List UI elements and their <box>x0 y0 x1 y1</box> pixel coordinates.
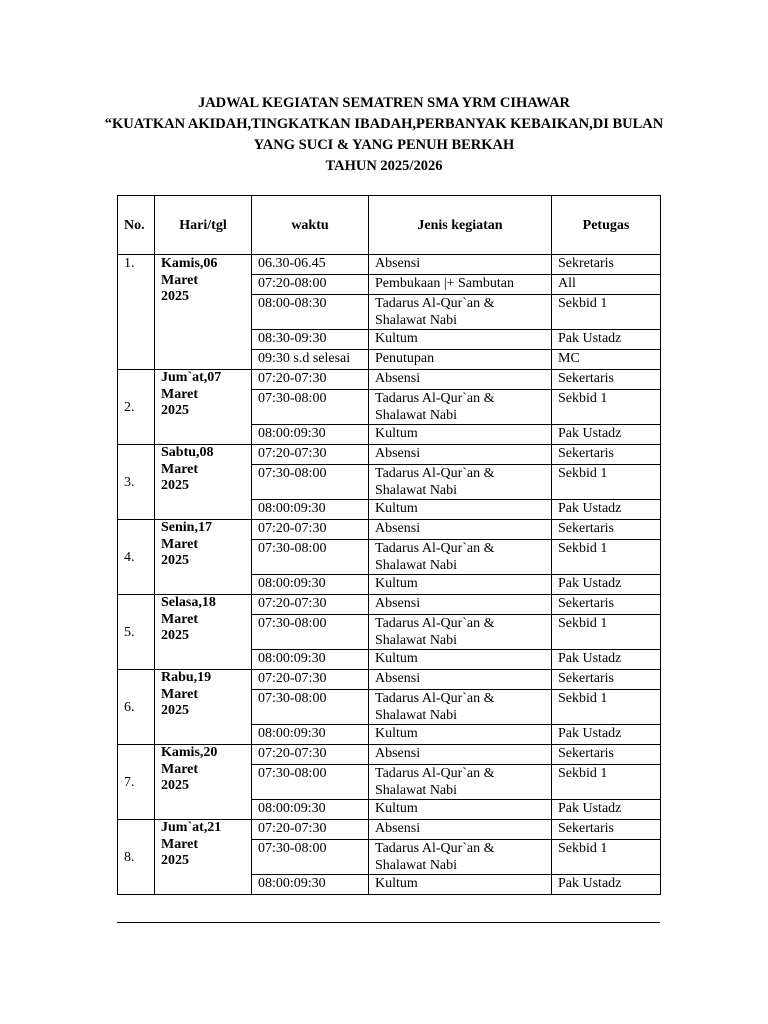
day-date-line: Maret <box>161 686 199 702</box>
day-date-cell <box>155 595 252 670</box>
row-number: 2. <box>118 370 155 445</box>
activity-line: Kultum <box>375 501 418 516</box>
time-cell: 07:20-07:30 <box>252 445 369 465</box>
table-row <box>118 595 661 615</box>
activity-line: Shalawat Nabi <box>375 408 458 423</box>
activity-line: Kultum <box>375 576 418 591</box>
activity-line: Tadarus Al-Qur`an & <box>375 541 495 556</box>
time-cell: 07:20-08:00 <box>252 275 369 295</box>
officer-cell: Sekbid 1 <box>552 540 661 575</box>
time-cell: 07:30-08:00 <box>252 390 369 425</box>
officer-cell: Sekbid 1 <box>552 840 661 875</box>
activity-line: Tadarus Al-Qur`an & <box>375 691 495 706</box>
row-number: 6. <box>118 670 155 745</box>
activity-line: Kultum <box>375 801 418 816</box>
table-row <box>118 445 661 465</box>
time-cell: 09:30 s.d selesai <box>252 350 369 370</box>
activity-line: Shalawat Nabi <box>375 708 458 723</box>
title-line-3: YANG SUCI & YANG PENUH BERKAH <box>253 137 515 153</box>
activity-line: Kultum <box>375 426 418 441</box>
row-number: 8. <box>118 820 155 895</box>
time-cell: 06.30-06.45 <box>252 255 369 275</box>
table-row <box>118 670 661 690</box>
col-header-day: Hari/tgl <box>155 196 252 255</box>
time-cell: 08:00:09:30 <box>252 650 369 670</box>
activity-line: Shalawat Nabi <box>375 783 458 798</box>
activity-line: Pembukaan |+ Sambutan <box>375 276 515 291</box>
activity-line: Kultum <box>375 726 418 741</box>
activity-cell <box>369 615 552 650</box>
time-cell: 07:20-07:30 <box>252 820 369 840</box>
schedule-body <box>118 255 661 895</box>
activity-cell <box>369 725 552 745</box>
officer-cell: Pak Ustadz <box>552 650 661 670</box>
time-cell: 08:00:09:30 <box>252 725 369 745</box>
day-date-line: 2025 <box>161 778 189 793</box>
activity-line: Kultum <box>375 331 418 346</box>
activity-line: Absensi <box>375 671 421 686</box>
day-date-cell <box>155 445 252 520</box>
activity-cell <box>369 520 552 540</box>
activity-cell <box>369 370 552 390</box>
activity-line: Absensi <box>375 821 421 836</box>
day-date-cell <box>155 745 252 820</box>
officer-cell: Sekertaris <box>552 595 661 615</box>
document-title <box>60 93 708 177</box>
day-date-line: Jum`at,21 <box>161 820 222 835</box>
officer-cell: Pak Ustadz <box>552 800 661 820</box>
row-number: 1. <box>118 255 155 370</box>
activity-line: Absensi <box>375 746 421 761</box>
table-header-row <box>118 196 661 255</box>
activity-cell <box>369 350 552 370</box>
col-header-time: waktu <box>252 196 369 255</box>
officer-cell: Pak Ustadz <box>552 725 661 745</box>
row-number: 3. <box>118 445 155 520</box>
activity-cell <box>369 465 552 500</box>
officer-cell: Sekertaris <box>552 370 661 390</box>
officer-cell: Pak Ustadz <box>552 875 661 895</box>
title-line-4: TAHUN 2025/2026 <box>325 158 443 174</box>
day-date-line: Maret <box>161 761 199 777</box>
activity-line: Tadarus Al-Qur`an & <box>375 616 495 631</box>
activity-cell <box>369 875 552 895</box>
col-header-no: No. <box>118 196 155 255</box>
officer-cell: Sekertaris <box>552 445 661 465</box>
activity-line: Tadarus Al-Qur`an & <box>375 391 495 406</box>
officer-cell: Sekretaris <box>552 255 661 275</box>
day-date-line: 2025 <box>161 628 189 643</box>
activity-cell <box>369 840 552 875</box>
activity-line: Penutupan <box>375 351 435 366</box>
table-row <box>118 255 661 275</box>
activity-line: Kultum <box>375 651 418 666</box>
officer-cell: All <box>552 275 661 295</box>
title-line-2: “KUATKAN AKIDAH,TINGKATKAN IBADAH,PERBANYAK KEBAIKAN,DI BULAN <box>104 116 664 132</box>
activity-line: Kultum <box>375 876 418 891</box>
time-cell: 07:20-07:30 <box>252 670 369 690</box>
officer-cell: Sekbid 1 <box>552 765 661 800</box>
col-header-officer: Petugas <box>552 196 661 255</box>
time-cell: 07:20-07:30 <box>252 520 369 540</box>
day-date-line: 2025 <box>161 403 189 418</box>
day-date-line: 2025 <box>161 853 189 868</box>
activity-line: Absensi <box>375 371 421 386</box>
officer-cell: Sekertaris <box>552 820 661 840</box>
day-date-line: Maret <box>161 536 199 552</box>
activity-line: Absensi <box>375 446 421 461</box>
time-cell: 07:30-08:00 <box>252 540 369 575</box>
table-row <box>118 745 661 765</box>
time-cell: 07:30-08:00 <box>252 840 369 875</box>
activity-line: Shalawat Nabi <box>375 633 458 648</box>
officer-cell: Pak Ustadz <box>552 500 661 520</box>
table-row <box>118 820 661 840</box>
activity-cell <box>369 445 552 465</box>
day-date-line: Maret <box>161 836 199 852</box>
day-date-line: Senin,17 <box>161 520 212 535</box>
time-cell: 08:00:09:30 <box>252 800 369 820</box>
activity-cell <box>369 800 552 820</box>
activity-cell <box>369 745 552 765</box>
day-date-line: Maret <box>161 461 199 477</box>
day-date-line: Selasa,18 <box>161 595 216 610</box>
activity-line: Shalawat Nabi <box>375 858 458 873</box>
day-date-line: Rabu,19 <box>161 670 212 685</box>
activity-line: Tadarus Al-Qur`an & <box>375 841 495 856</box>
row-number: 4. <box>118 520 155 595</box>
officer-cell: Sekertaris <box>552 745 661 765</box>
activity-cell <box>369 670 552 690</box>
table-row <box>118 520 661 540</box>
day-date-line: 2025 <box>161 478 189 493</box>
time-cell: 07:20-07:30 <box>252 370 369 390</box>
time-cell: 08:00:09:30 <box>252 575 369 595</box>
activity-cell <box>369 255 552 275</box>
day-date-line: 2025 <box>161 289 189 304</box>
officer-cell: MC <box>552 350 661 370</box>
activity-line: Tadarus Al-Qur`an & <box>375 296 495 311</box>
day-date-line: Maret <box>161 386 199 402</box>
day-date-line: 2025 <box>161 553 189 568</box>
day-date-line: Maret <box>161 611 199 627</box>
time-cell: 08:00-08:30 <box>252 295 369 330</box>
activity-cell <box>369 540 552 575</box>
activity-cell <box>369 595 552 615</box>
day-date-line: Maret <box>161 272 199 288</box>
officer-cell: Sekbid 1 <box>552 390 661 425</box>
activity-cell <box>369 295 552 330</box>
day-date-line: Kamis,20 <box>161 745 218 760</box>
activity-cell <box>369 390 552 425</box>
officer-cell: Pak Ustadz <box>552 575 661 595</box>
time-cell: 08:00:09:30 <box>252 875 369 895</box>
time-cell: 08:00:09:30 <box>252 500 369 520</box>
activity-cell <box>369 690 552 725</box>
officer-cell: Sekertaris <box>552 520 661 540</box>
activity-cell <box>369 425 552 445</box>
activity-line: Tadarus Al-Qur`an & <box>375 766 495 781</box>
activity-line: Shalawat Nabi <box>375 558 458 573</box>
activity-cell <box>369 765 552 800</box>
activity-line: Shalawat Nabi <box>375 313 458 328</box>
activity-cell <box>369 820 552 840</box>
officer-cell: Sekertaris <box>552 670 661 690</box>
table-row <box>118 370 661 390</box>
officer-cell: Sekbid 1 <box>552 615 661 650</box>
col-header-activity: Jenis kegiatan <box>369 196 552 255</box>
day-date-line: Kamis,06 <box>161 256 218 271</box>
officer-cell: Sekbid 1 <box>552 690 661 725</box>
officer-cell: Pak Ustadz <box>552 425 661 445</box>
day-date-cell <box>155 670 252 745</box>
time-cell: 08:00:09:30 <box>252 425 369 445</box>
activity-cell <box>369 330 552 350</box>
time-cell: 07:30-08:00 <box>252 690 369 725</box>
time-cell: 07:30-08:00 <box>252 615 369 650</box>
activity-line: Shalawat Nabi <box>375 483 458 498</box>
bottom-rule <box>117 922 660 923</box>
day-date-cell <box>155 520 252 595</box>
time-cell: 08:30-09:30 <box>252 330 369 350</box>
officer-cell: Sekbid 1 <box>552 295 661 330</box>
officer-cell: Pak Ustadz <box>552 330 661 350</box>
activity-cell <box>369 575 552 595</box>
officer-cell: Sekbid 1 <box>552 465 661 500</box>
day-date-cell <box>155 820 252 895</box>
time-cell: 07:30-08:00 <box>252 765 369 800</box>
activity-cell <box>369 275 552 295</box>
day-date-cell <box>155 255 252 370</box>
activity-line: Absensi <box>375 596 421 611</box>
row-number: 5. <box>118 595 155 670</box>
activity-line: Tadarus Al-Qur`an & <box>375 466 495 481</box>
day-date-cell <box>155 370 252 445</box>
day-date-line: Jum`at,07 <box>161 370 222 385</box>
activity-line: Absensi <box>375 256 421 271</box>
time-cell: 07:20-07:30 <box>252 595 369 615</box>
day-date-line: Sabtu,08 <box>161 445 214 460</box>
activity-cell <box>369 500 552 520</box>
time-cell: 07:20-07:30 <box>252 745 369 765</box>
title-line-1: JADWAL KEGIATAN SEMATREN SMA YRM CIHAWAR <box>197 95 571 111</box>
activity-line: Absensi <box>375 521 421 536</box>
schedule-table <box>117 195 661 895</box>
row-number: 7. <box>118 745 155 820</box>
time-cell: 07:30-08:00 <box>252 465 369 500</box>
day-date-line: 2025 <box>161 703 189 718</box>
activity-cell <box>369 650 552 670</box>
